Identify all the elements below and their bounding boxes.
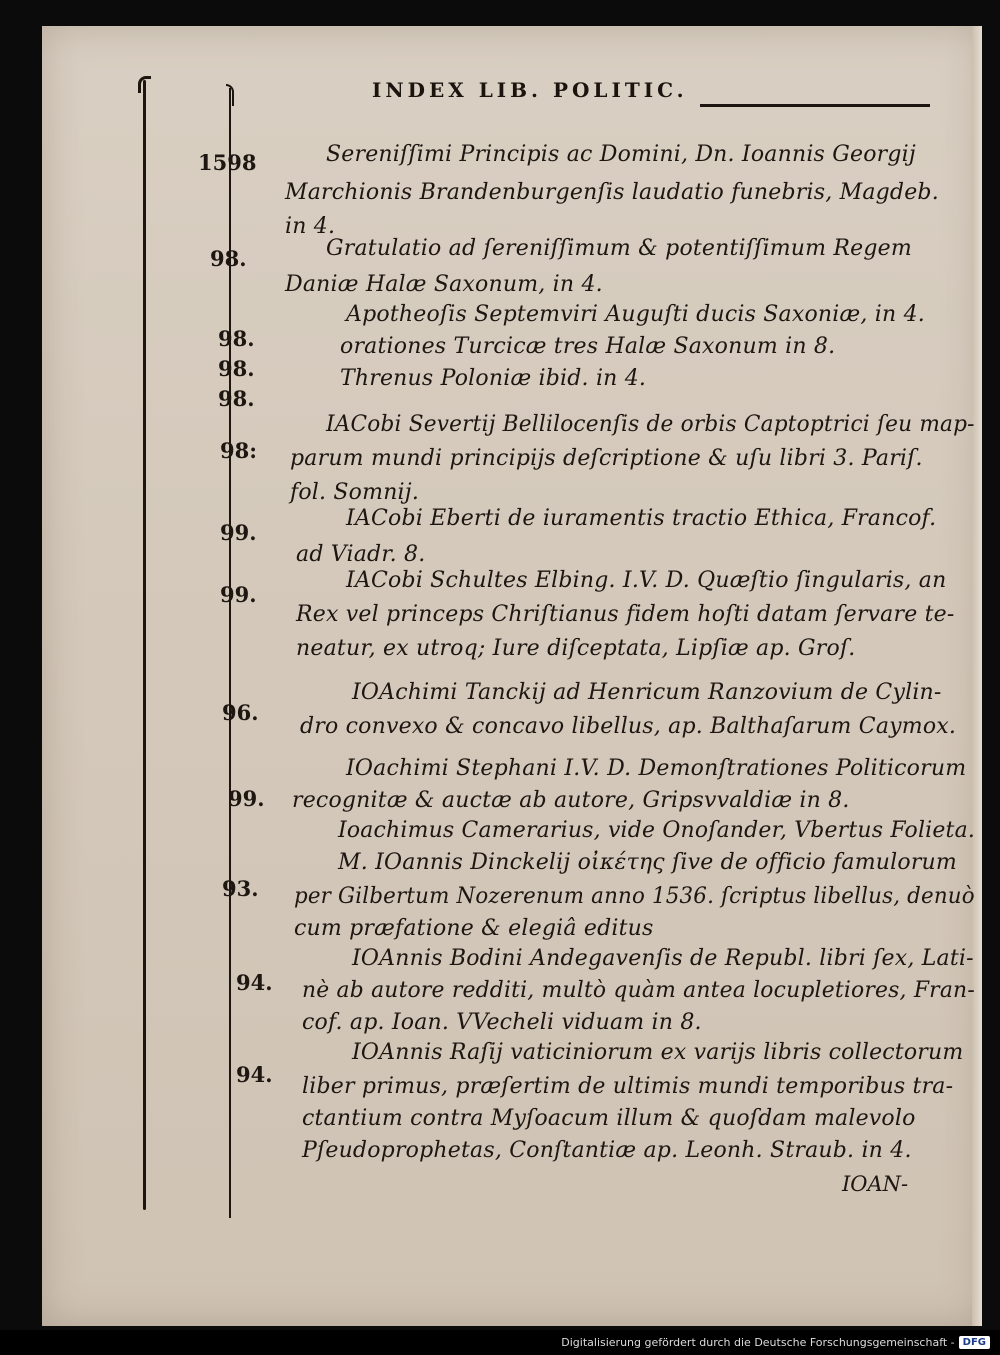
entry-line: parum mundi principijs deſcriptione & uſu libri 3. Pariſ. (290, 446, 923, 471)
entry-line: orationes Turcicæ tres Halæ Saxonum in 8. (340, 334, 836, 359)
page-edge (972, 26, 982, 1326)
year-marginal: 94. (236, 1062, 273, 1087)
entry-line: IOAnnis Raſij vaticiniorum ex varijs libris collectorum (352, 1040, 964, 1065)
entry-line: Apotheoſis Septemviri Auguſti ducis Saxoniæ, in 4. (346, 302, 925, 327)
year-marginal: 98: (220, 438, 257, 463)
entry-line: cum præfatione & elegiâ editus (294, 916, 654, 941)
entry-line: IOAchimi Tanckij ad Henricum Ranzovium de Cylin- (352, 680, 942, 705)
entry-line: IACobi Severtij Bellilocenſis de orbis Captoptrici ſeu map- (326, 412, 975, 437)
entry-line: Sereniſſimi Principis ac Domini, Dn. Ioannis Georgij (326, 142, 916, 167)
entry-line: neatur, ex utroq; Iure diſceptata, Lipſiæ ap. Groſ. (296, 636, 856, 661)
entry-line: Ioachimus Camerarius, vide Onoſander, Vbertus Folieta. (338, 818, 976, 843)
entry-line: Daniæ Halæ Saxonum, in 4. (285, 272, 603, 297)
entry-line: Threnus Poloniæ ibid. in 4. (340, 366, 647, 391)
year-marginal: 98. (218, 386, 255, 411)
year-marginal: 98. (210, 246, 247, 271)
entry-line: dro convexo & concavo libellus, ap. Balthaſarum Caymox. (300, 714, 957, 739)
year-marginal: 99. (220, 582, 257, 607)
entry-line: fol. Somnij. (290, 480, 420, 505)
year-marginal: 99. (220, 520, 257, 545)
entry-line: liber primus, præſertim de ultimis mundi temporibus tra- (302, 1074, 954, 1099)
year-marginal: 98. (218, 356, 255, 381)
entry-line: recognitæ & auctæ ab autore, Gripsvvaldiæ in 8. (292, 788, 850, 813)
entry-line: IACobi Eberti de iuramentis tractio Ethica, Francof. (346, 506, 937, 531)
header-rule (700, 104, 930, 107)
footer-credit: Digitalisierung gefördert durch die Deutsche Forschungsgemeinschaft - (561, 1335, 955, 1349)
catchword: IOAN- (842, 1172, 909, 1196)
entry-line: IOachimi Stephani I.V. D. Demonſtrationes Politicorum (346, 756, 967, 781)
year-marginal: 98. (218, 326, 255, 351)
entry-line: IOAnnis Bodini Andegavenſis de Republ. libri ſex, Lati- (352, 946, 974, 971)
year-marginal: 1598 (198, 150, 257, 175)
entry-line: in 4. (285, 214, 336, 239)
entry-line: Pſeudoprophetas, Conſtantiæ ap. Leonh. Straub. in 4. (302, 1138, 912, 1163)
entry-line: IACobi Schultes Elbing. I.V. D. Quæſtio ſingularis, an (346, 568, 947, 593)
margin-rule-left (143, 80, 146, 1210)
year-marginal: 94. (236, 970, 273, 995)
entry-line: cof. ap. Ioan. VVecheli viduam in 8. (302, 1010, 702, 1035)
entry-line: Gratulatio ad ſereniſſimum & potentiſſimum Regem (326, 236, 912, 261)
running-header: INDEX LIB. POLITIC. (372, 78, 688, 102)
year-marginal: 99. (228, 786, 265, 811)
book-page (42, 26, 982, 1326)
entry-line: ad Viadr. 8. (296, 542, 426, 567)
entry-line: ctantium contra Myſoacum illum & quoſdam malevolo (302, 1106, 916, 1131)
year-marginal: 96. (222, 700, 259, 725)
entry-line: Rex vel princeps Chriſtianus fidem hoſti datam ſervare te- (296, 602, 955, 627)
dfg-logo-icon: DFG (959, 1336, 990, 1349)
entry-line: Marchionis Brandenburgenſis laudatio funebris, Magdeb. (285, 180, 939, 205)
year-marginal: 93. (222, 876, 259, 901)
entry-line: nè ab autore redditi, multò quàm antea locupletiores, Fran- (302, 978, 975, 1003)
digitization-footer (561, 1333, 990, 1351)
entry-line: per Gilbertum Nozerenum anno 1536. ſcriptus libellus, denuò (294, 884, 975, 909)
entry-line: M. IOannis Dinckelij οἰκέτης ſive de officio famulorum (338, 850, 957, 875)
